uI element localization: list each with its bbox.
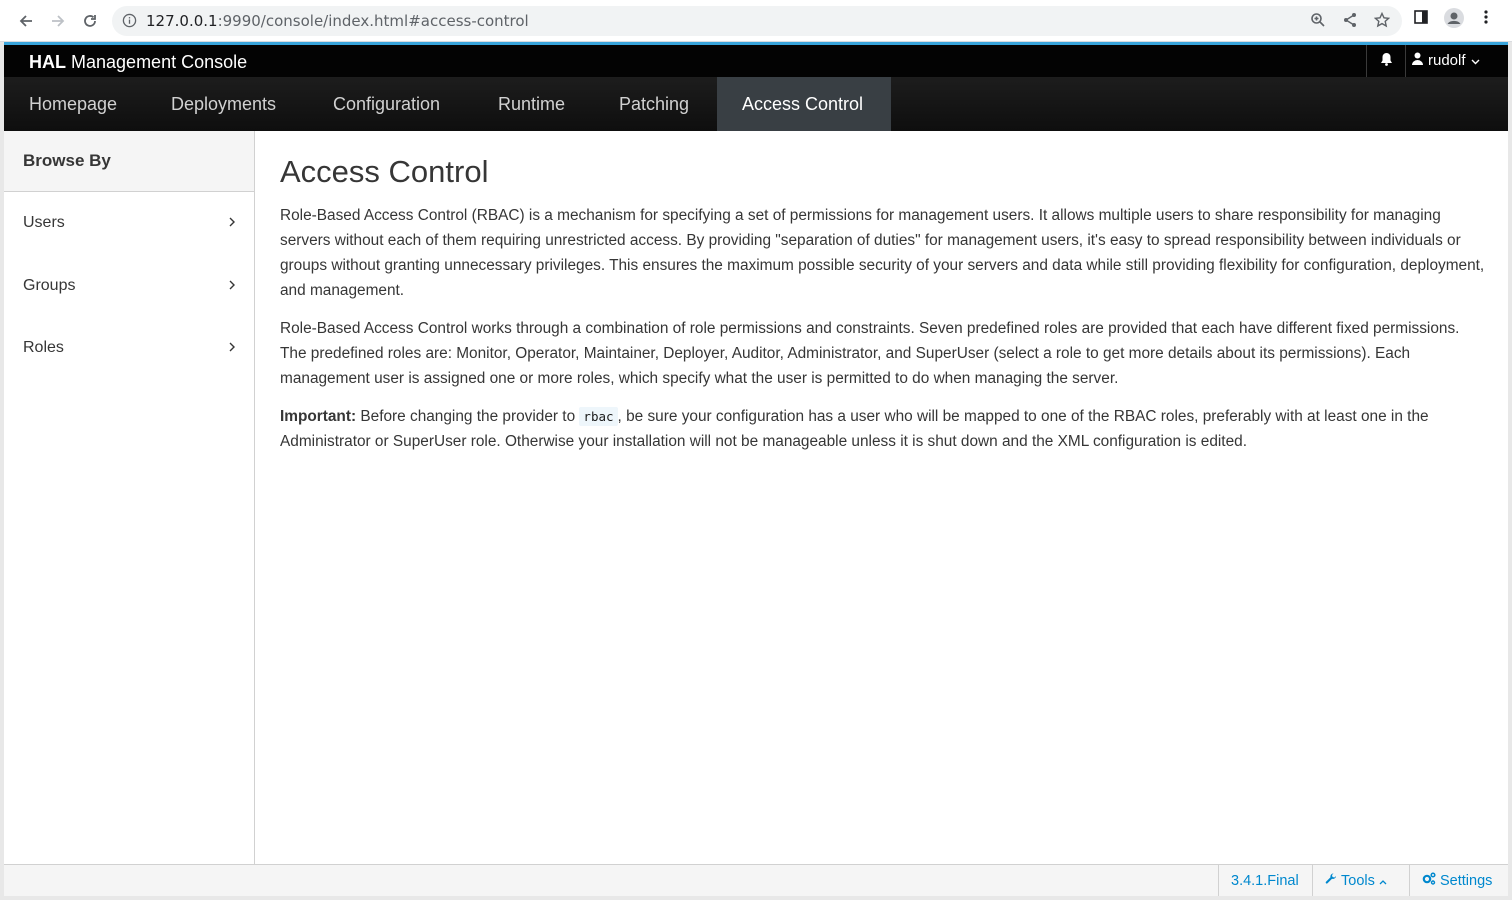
brand-bold: HAL <box>29 52 66 72</box>
url-text[interactable] <box>146 12 529 30</box>
zoom-icon[interactable] <box>1310 12 1326 33</box>
brand-logo[interactable] <box>29 52 247 73</box>
sidebar-item-label: Groups <box>23 277 76 294</box>
tab-runtime[interactable]: Runtime <box>498 94 566 114</box>
sidebar-item-groups[interactable] <box>4 266 254 306</box>
back-icon[interactable] <box>13 8 39 34</box>
sidebar-title: Browse By <box>4 131 254 192</box>
page-title: Access Control <box>280 154 489 189</box>
sidebar-item-label: Users <box>23 214 65 231</box>
roles-paragraph: Role-Based Access Control works through a combination of role permissions and constraints. Seven predefined roles are provided that each have different fixed permissions. The predefined roles are: Monitor, Operator, Maintainer, Deployer, Auditor, Administrator, and SuperUser (select a role to get more details about its permissions). Each management user is assigned one or more roles, which specify what the user is permitted to do when managing the server. <box>280 320 1460 387</box>
settings-button[interactable] <box>1409 865 1504 896</box>
wrench-icon <box>1325 866 1337 897</box>
info-icon[interactable] <box>122 13 137 33</box>
important-pre: Before changing the provider to <box>360 408 576 425</box>
rbac-code: rbac <box>579 407 617 426</box>
sidebar-item-users[interactable] <box>4 203 254 243</box>
profile-icon[interactable] <box>1444 8 1464 33</box>
chevron-down-icon <box>1471 52 1480 69</box>
settings-label: Settings <box>1440 872 1493 889</box>
share-icon[interactable] <box>1342 12 1358 33</box>
main-navigation <box>4 77 1508 131</box>
user-name: rudolf <box>1428 52 1466 69</box>
chevron-right-icon <box>229 277 235 295</box>
tab-access-control[interactable]: Access Control <box>717 77 891 131</box>
tab-patching[interactable]: Patching <box>619 94 690 114</box>
main-content <box>280 154 1488 467</box>
star-icon[interactable] <box>1374 12 1390 33</box>
address-bar[interactable] <box>112 6 1402 36</box>
sidebar-item-label: Roles <box>23 339 64 356</box>
important-paragraph <box>280 404 1488 454</box>
bell-icon <box>1380 52 1393 71</box>
forward-icon[interactable] <box>45 8 71 34</box>
hal-console <box>4 42 1508 896</box>
url-path: :9990/console/index.html#access-control <box>217 12 529 30</box>
important-label: Important: <box>280 408 357 425</box>
tools-menu[interactable] <box>1312 865 1399 896</box>
gears-icon <box>1422 866 1436 897</box>
version-link[interactable]: 3.4.1.Final <box>1218 865 1311 896</box>
tab-deployments[interactable]: Deployments <box>171 94 277 114</box>
menu-icon[interactable] <box>1482 9 1490 30</box>
notifications-button[interactable] <box>1366 45 1406 77</box>
tab-homepage[interactable]: Homepage <box>29 94 118 114</box>
tools-label: Tools <box>1341 872 1375 889</box>
intro-paragraph: Role-Based Access Control (RBAC) is a mechanism for specifying a set of permissions for management users. It allows multiple users to share responsibility for managing servers without each of them requiring unrestricted access. By providing "separation of duties" for management users, it's easy to spread responsibility between individuals or groups without granting unnecessary privileges. This ensures the maximum possible security of your servers and data while still providing flexibility for configuration, deployment, and management. <box>280 207 1485 299</box>
browser-toolbar <box>0 0 1512 42</box>
important-post: , be sure your configuration has a user who will be mapped to one of the RBAC roles, preferably with at least one in the Administrator or SuperUser role. Otherwise your installation will not be manageable unless it is shut down and the XML configuration is edited. <box>280 408 1429 450</box>
url-host: 127.0.0.1 <box>146 12 218 30</box>
reload-icon[interactable] <box>77 8 103 34</box>
user-menu[interactable] <box>1412 52 1480 69</box>
sidebar-item-roles[interactable] <box>4 328 254 368</box>
masthead <box>4 42 1508 77</box>
browse-by-sidebar <box>4 131 255 864</box>
tab-configuration[interactable]: Configuration <box>333 94 441 114</box>
brand-rest: Management Console <box>71 52 248 72</box>
chevron-right-icon <box>229 339 235 357</box>
user-icon <box>1412 52 1423 69</box>
chevron-right-icon <box>229 214 235 232</box>
side-panel-icon[interactable] <box>1413 9 1429 30</box>
chevron-up-icon <box>1379 866 1387 897</box>
footer <box>4 864 1508 896</box>
